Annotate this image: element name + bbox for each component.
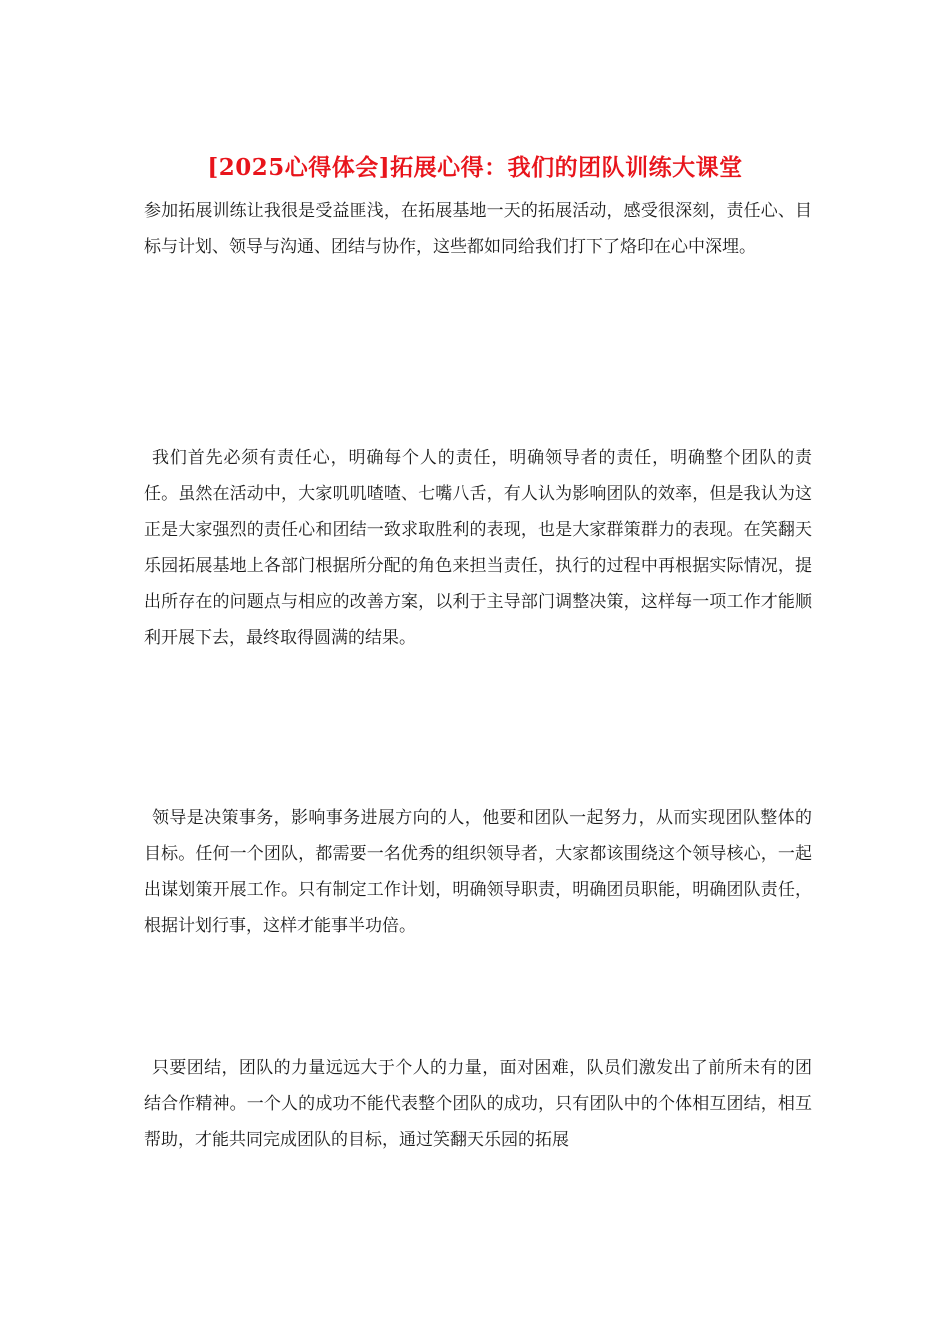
document-title: [2025心得体会]拓展心得：我们的团队训练大课堂 [207, 154, 743, 181]
paragraph-leadership: 领导是决策事务，影响事务进展方向的人，他要和团队一起努力，从而实现团队整体的目标。任何一个团队，都需要一名优秀的组织领导者，大家都该围绕这个领导核心，一起出谋划策开展工作。只有制定工作计划，明确领导职责，明确团员职能，明确团队责任，根据计划行事，这样才能事半功倍。 [144, 808, 812, 936]
paragraph-responsibility: 我们首先必须有责任心，明确每个人的责任，明确领导者的责任，明确整个团队的责任。虽然在活动中，大家叽叽喳喳、七嘴八舌，有人认为影响团队的效率，但是我认为这正是大家强烈的责任心和团结一致求取胜利的表现，也是大家群策群力的表现。在笑翻天乐园拓展基地上各部门根据所分配的角色来担当责任，执行的过程中再根据实际情况，提出所存在的问题点与相应的改善方案，以利于主导部门调整决策，这样每一项工作才能顺利开展下去，最终取得圆满的结果。 [144, 448, 812, 648]
paragraph-unity: 只要团结，团队的力量远远大于个人的力量，面对困难，队员们激发出了前所未有的团结合作精神。一个人的成功不能代表整个团队的成功，只有团队中的个体相互团结，相互帮助，才能共同完成团队的目标，通过笑翻天乐园的拓展 [144, 1058, 812, 1150]
paragraph-intro: 参加拓展训练让我很是受益匪浅，在拓展基地一天的拓展活动，感受很深刻，责任心、目标与计划、领导与沟通、团结与协作，这些都如同给我们打下了烙印在心中深埋。 [144, 201, 812, 257]
